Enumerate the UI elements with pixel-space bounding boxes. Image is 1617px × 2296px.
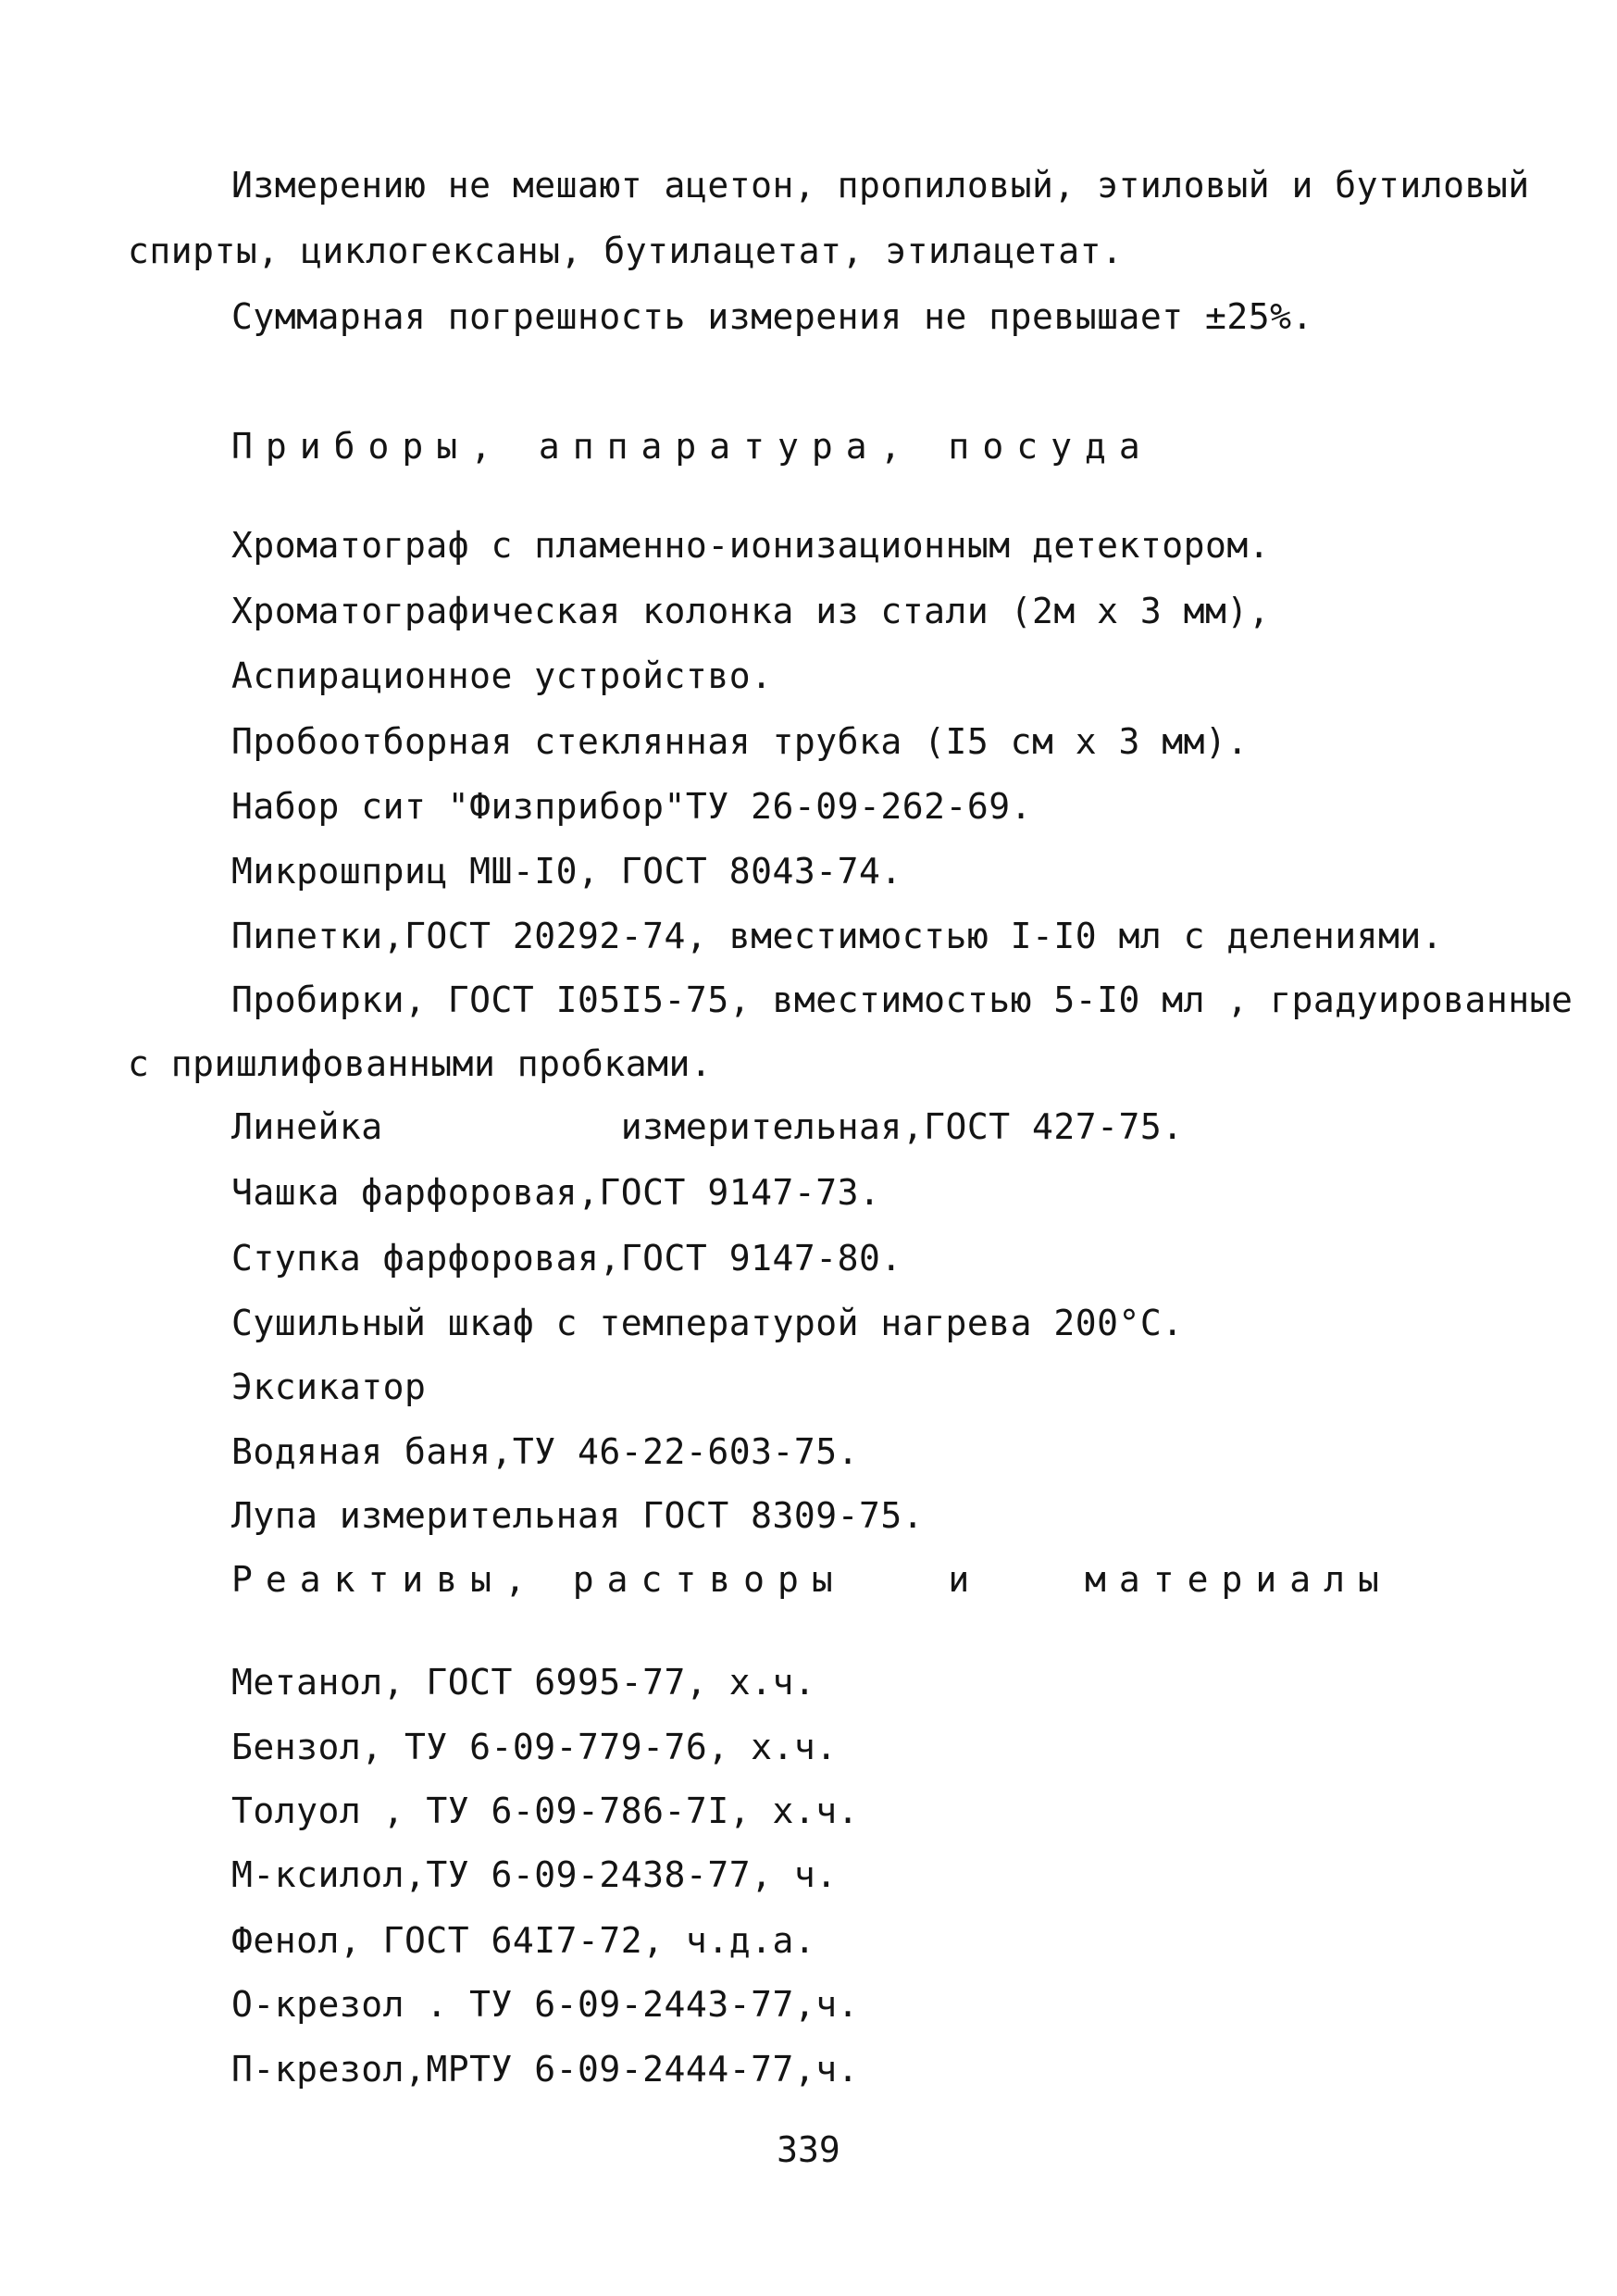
equipment-item: Пробоотборная стеклянная трубка (I5 см х 3 мм). — [231, 721, 1249, 762]
equipment-item: Ступка фарфоровая,ГОСТ 9147-80. — [231, 1238, 902, 1279]
reagent-item: П-крезол,МРТУ 6-09-2444-77,ч. — [231, 2049, 859, 2090]
equipment-item: Пипетки,ГОСТ 20292-74, вместимостью I-I0 мл с делениями. — [231, 916, 1444, 956]
equipment-item: Эксикатор — [231, 1366, 427, 1407]
equipment-item: Пробирки, ГОСТ I05I5-75, вместимостью 5-I0 мл , градуированные — [231, 980, 1573, 1020]
reagent-item: О-крезол . ТУ 6-09-2443-77,ч. — [231, 1984, 859, 2025]
intro-line-2: спирты, циклогексаны, бутилацетат, этилацетат. — [128, 231, 1124, 271]
equipment-item: Линейка измерительная,ГОСТ 427-75. — [231, 1106, 1184, 1147]
reagent-item: М-ксилол,ТУ 6-09-2438-77, ч. — [231, 1854, 838, 1895]
equipment-item: Аспирационное устройство. — [231, 655, 773, 696]
equipment-item: Чашка фарфоровая,ГОСТ 9147-73. — [231, 1172, 881, 1213]
reagent-item: Метанол, ГОСТ 6995-77, х.ч. — [231, 1662, 816, 1703]
reagents-heading: Реактивы, растворы и материалы — [231, 1559, 1392, 1600]
equipment-item: Хроматографическая колонка из стали (2м х 3 мм), — [231, 591, 1271, 631]
reagent-item: Бензол, ТУ 6-09-779-76, х.ч. — [231, 1727, 838, 1767]
equipment-item: Сушильный шкаф с температурой нагрева 200°С. — [231, 1303, 1184, 1343]
reagent-item: Толуол , ТУ 6-09-786-7I, х.ч. — [231, 1791, 859, 1831]
intro-line-1: Измерению не мешают ацетон, пропиловый, этиловый и бутиловый — [231, 165, 1530, 206]
equipment-item: с пришлифованными пробками. — [128, 1043, 713, 1084]
equipment-heading: Приборы, аппаратура, посуда — [231, 426, 1153, 467]
equipment-item: Водяная баня,ТУ 46-22-603-75. — [231, 1431, 859, 1472]
equipment-item: Микрошприц МШ-I0, ГОСТ 8043-74. — [231, 851, 902, 892]
equipment-item: Хроматограф с пламенно-ионизационным детектором. — [231, 525, 1271, 566]
equipment-item: Набор сит "Физприбор"ТУ 26-09-262-69. — [231, 786, 1032, 827]
page-number: 339 — [777, 2129, 840, 2170]
intro-line-3: Суммарная погрешность измерения не превышает ±25%. — [231, 296, 1313, 337]
reagent-item: Фенол, ГОСТ 64I7-72, ч.д.а. — [231, 1920, 816, 1961]
equipment-item: Лупа измерительная ГОСТ 8309-75. — [231, 1495, 925, 1536]
